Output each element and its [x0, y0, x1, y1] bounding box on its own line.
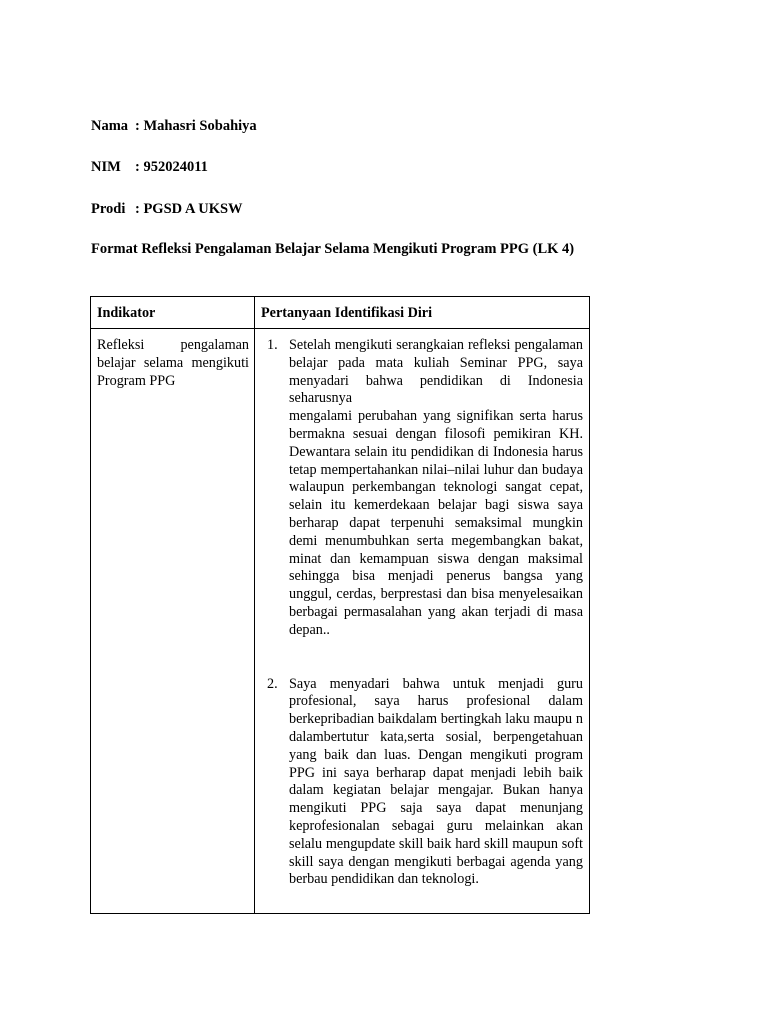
indicator-cell: Refleksi pengalaman belajar selama mengikuti Program PPG: [91, 329, 255, 914]
nama-value: : Mahasri Sobahiya: [135, 118, 257, 134]
nim-value: : 952024011: [135, 159, 208, 175]
header-pertanyaan: Pertanyaan Identifikasi Diri: [255, 297, 590, 329]
table-header-row: [91, 297, 590, 329]
list-item-paragraph: Saya menyadari bahwa untuk menjadi guru profesional, saya harus profesional dalam berkepribadian baikdalam bertingkah laku maupu n dalambertutur kata,serta sosial, berpengetahuan yang baik dan luas. Dengan mengikuti program PPG ini saya berharap dapat menjadi lebih baik dalam kegiatan belajar mengajar. Bukan hanya mengikuti PPG saja saya dapat menunjang keprofesionalan sebagai guru melainkan akan selalu mengupdate skill baik hard skill maupun soft skill saya dengan mengikuti berbagai agenda yang berbau pendidikan dan teknologi.: [289, 675, 583, 888]
field-nama: [91, 117, 257, 135]
header-indikator: Indikator: [91, 297, 255, 329]
list-item: [267, 676, 583, 890]
document-title: Format Refleksi Pengalaman Belajar Selama Mengikuti Program PPG (LK 4): [91, 241, 575, 257]
nama-label: Nama: [91, 118, 129, 134]
list-item-paragraph: mengalami perubahan yang signifikan serta harus bermakna sesuai dengan filosofi pemikiran KH. Dewantara selain itu pendidikan di Indonesia harus tetap mempertahankan nilai–nilai luhur dan budaya walaupun perkembangan teknologi sangat cepat, selain itu kemerdekaan belajar bagi siswa saya berharap dapat terpenuhi semaksimal mungkin demi menumbuhkan serta megembangkan bakat, minat dan kemampuan siswa dengan maksimal sehingga bisa menjadi penerus bangsa yang unggul, cerdas, berprestasi dan bisa menyelesaikan berbagai permasalahan yang akan terjadi di masa depan..: [289, 408, 583, 638]
list-item: [267, 337, 583, 640]
list-item-paragraph: Setelah mengikuti serangkaian refleksi pengalaman belajar pada mata kuliah Seminar PPG, saya menyadari bahwa pendidikan di Indonesia seharusnya: [289, 337, 583, 407]
table-row: [91, 329, 590, 914]
list-item-number: 2.: [267, 675, 278, 692]
prodi-label: Prodi: [91, 201, 126, 217]
prodi-value: : PGSD A UKSW: [135, 201, 243, 217]
field-nim: [91, 158, 208, 176]
field-prodi: [91, 200, 243, 218]
list-item-number: 1.: [267, 337, 278, 353]
question-cell: [255, 329, 590, 914]
nim-label: NIM: [91, 159, 121, 175]
reflection-table: [90, 296, 590, 914]
